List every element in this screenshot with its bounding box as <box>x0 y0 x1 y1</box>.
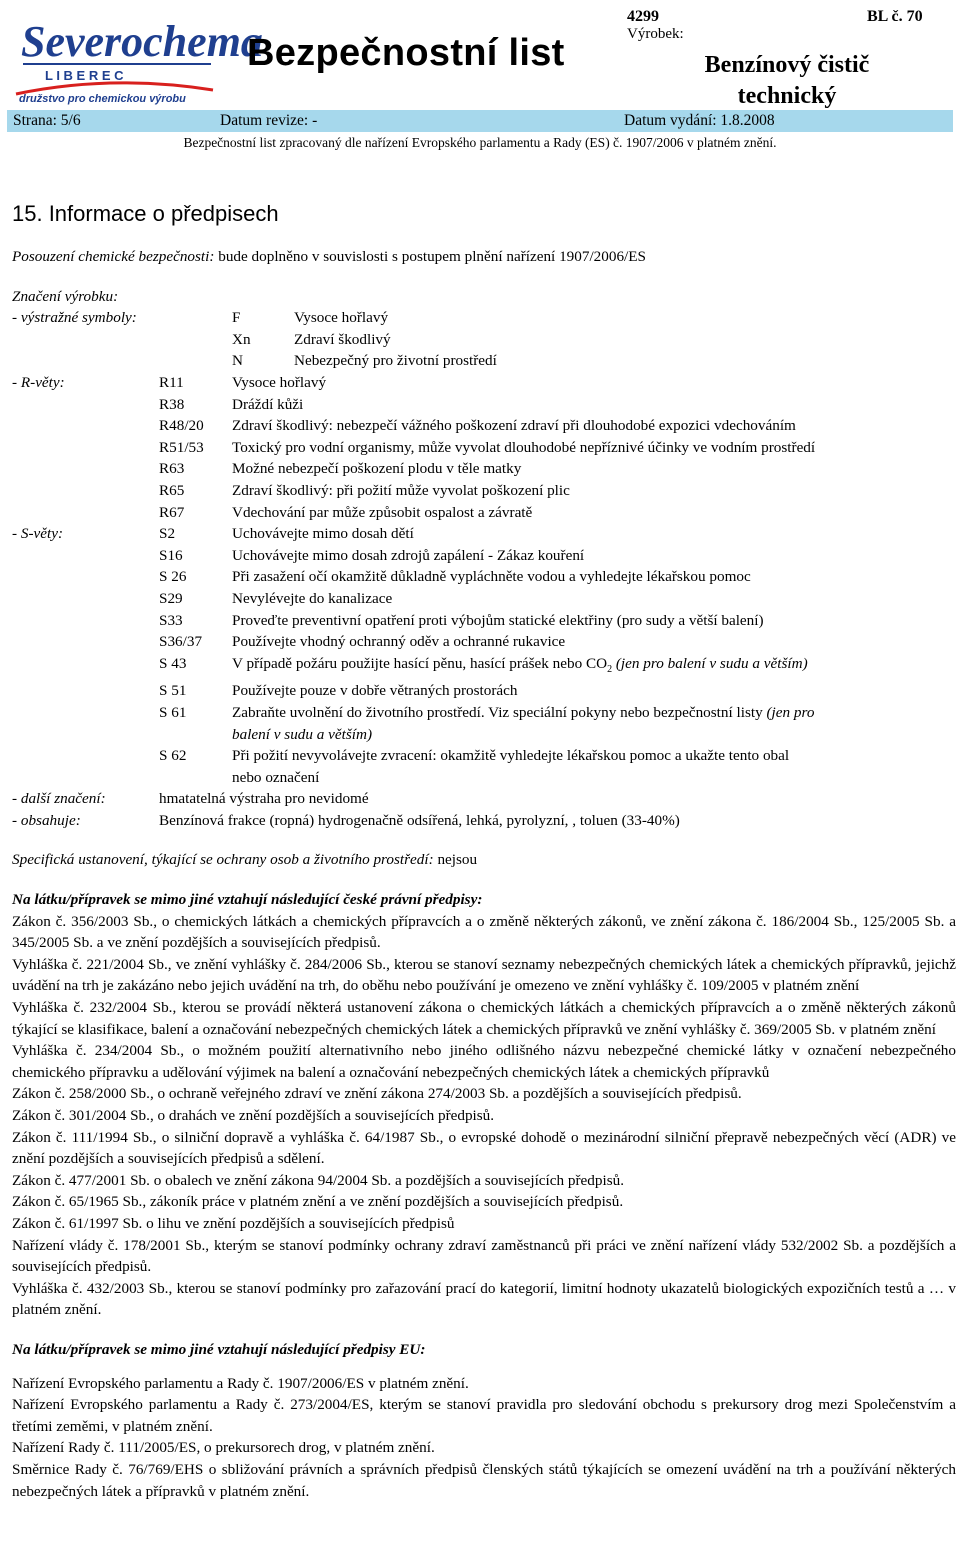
s-phrase-row <box>12 653 956 681</box>
r-phrase-row <box>12 502 956 524</box>
s-text: Při požití nevyvolávejte zvracení: okamžitě vyhledejte lékařskou pomoc a ukažte tento obal <box>232 747 790 765</box>
contains-text: Benzínová frakce (ropná) hydrogenačně odsířená, lehká, pyrolyzní, , toluen (33-40%) <box>159 811 680 829</box>
s-code: S 61 <box>159 703 187 721</box>
s-phrase-row <box>12 610 956 632</box>
s-phrase-row <box>12 588 956 610</box>
law-item: Směrnice Rady č. 76/769/EHS o sbližování právních a správních předpisů členských států týkajících se omezení uvádění na trh a používání některých nebezpečných látek a přípravků v platném znění. <box>12 1460 956 1500</box>
symbol-row <box>12 307 956 329</box>
law-item: Zákon č. 65/1965 Sb., zákoník práce v platném znění a ve znění pozdějších a souvisejících předpisů. <box>12 1193 624 1211</box>
r-phrase-row <box>12 437 956 459</box>
page-number: Strana: 5/6 <box>13 112 81 129</box>
r-code: R51/53 <box>159 438 204 456</box>
r-code: R67 <box>159 503 185 521</box>
s-code: S 43 <box>159 654 187 672</box>
s-text-cont: nebo označení <box>232 768 320 786</box>
document-number: 4299 <box>627 8 659 25</box>
severochema-logo-icon <box>11 4 263 105</box>
s-text: Uchovávejte mimo dosah dětí <box>232 525 414 543</box>
symbols-label: - výstražné symboly: <box>12 309 137 327</box>
assessment-text: bude doplněno v souvislosti s postupem plnění nařízení 1907/2006/ES <box>214 248 646 265</box>
r-phrase-row <box>12 480 956 502</box>
s-phrase-row <box>12 545 956 567</box>
r-text: Toxický pro vodní organismy, může vyvolat dlouhodobé nepříznivé účinky ve vodním prostředí <box>232 438 816 456</box>
s-text: Proveďte preventivní opatření proti výbojům statické elektřiny (pro sudy a větší balení) <box>232 611 764 629</box>
s-text: V případě požáru použijte hasící pěnu, hasící prášek nebo $CO_2$ (jen pro balení v sudu a větším) <box>232 654 808 675</box>
issue-date: Datum vydání: 1.8.2008 <box>624 112 775 129</box>
s-phrase-row-cont <box>12 724 956 746</box>
symbol-row <box>12 350 956 372</box>
document-title: Bezpečnostní list <box>247 32 565 74</box>
r-code: R38 <box>159 395 185 413</box>
law-item: Zákon č. 301/2004 Sb., o drahách ve znění pozdějších a souvisejících předpisů. <box>12 1107 495 1124</box>
header-info-bar <box>7 110 953 132</box>
eu-laws-heading: Na látku/přípravek se mimo jiné vztahují následující předpisy EU: <box>12 1340 426 1358</box>
law-item: Vyhláška č. 432/2003 Sb., kterou se stanoví podmínky pro zařazování prací do kategorií, limitní hodnoty ukazatelů biologických expozičních testů a … v platném znění. <box>12 1279 956 1319</box>
r-code: R11 <box>159 373 184 391</box>
specific-text: nejsou <box>433 851 478 869</box>
eu-laws-list <box>12 1373 956 1503</box>
assessment-line <box>12 246 956 268</box>
specific-label: Specifická ustanovení, týkající se ochrany osob a životního prostředí: <box>12 851 434 869</box>
revision-date: Datum revize: - <box>220 112 318 129</box>
s-phrase-row <box>12 566 956 588</box>
other-text: hmatatelná výstraha pro nevidomé <box>159 790 369 808</box>
r-text: Zdraví škodlivý: při požití může vyvolat poškození plic <box>232 481 570 499</box>
s-text: Zabraňte uvolnění do životního prostředí. Viz speciální pokyny nebo bezpečnostní listy (jen pro <box>232 703 815 721</box>
symbol-code: N <box>232 352 243 370</box>
r-phrase-row <box>12 415 956 437</box>
law-item: Nařízení Rady č. 111/2005/ES, o prekursorech drog, v platném znění. <box>12 1439 435 1457</box>
s-code: S 26 <box>159 568 187 586</box>
s-phrase-row <box>12 631 956 653</box>
section-15 <box>12 200 956 1502</box>
s-phrase-row <box>12 680 956 702</box>
s-text-cont: balení v sudu a větším) <box>232 725 373 743</box>
law-item: Nařízení vlády č. 178/2001 Sb., kterým se stanoví podmínky ochrany zdraví zaměstnanců při práci ve znění nařízení vlády 532/2002 Sb. a pozdějších a souvisejících předpisů. <box>12 1236 956 1276</box>
law-item: Zákon č. 111/1994 Sb., o silniční dopravě a vyhláška č. 64/1987 Sb., o evropské dohodě o mezinárodní silniční přepravě nebezpečných věcí (ADR) ve znění pozdějších a souvisejících předpisů a sdělení. <box>12 1128 956 1168</box>
r-label: - R-věty: <box>12 373 65 391</box>
s-text: Nevylévejte do kanalizace <box>232 589 393 607</box>
r-text: Možné nebezpečí poškození plodu v těle matky <box>232 460 522 478</box>
s-code: S 51 <box>159 682 187 700</box>
s-text: Používejte vhodný ochranný oděv a ochranné rukavice <box>232 633 566 651</box>
symbol-code: Xn <box>232 330 251 348</box>
s-phrase-row <box>12 702 956 724</box>
symbol-row <box>12 329 956 351</box>
marking-label: Značení výrobku: <box>12 287 119 305</box>
r-phrase-row <box>12 458 956 480</box>
product-name-line2: technický <box>737 83 837 109</box>
r-text: Vysoce hořlavý <box>232 373 327 391</box>
other-marking-row <box>12 788 956 810</box>
logo-city: L I B E R E C <box>45 68 124 83</box>
s-text: Používejte pouze v dobře větraných prostorách <box>232 682 518 700</box>
document-header <box>7 4 953 109</box>
law-item: Vyhláška č. 234/2004 Sb., o možném použití alternativního nebo jiného odlišného názvu nebezpečné chemické látky v označení nebezpečného chemického přípravku a udělování výjimek na balení a označování nebezpečných chemických látek a chemických přípravků <box>12 1042 956 1081</box>
s-phrase-row <box>12 523 956 545</box>
product-name-line1: Benzínový čistič <box>704 52 870 78</box>
assessment-label: Posouzení chemické bezpečnosti: <box>12 248 215 265</box>
law-item: Vyhláška č. 221/2004 Sb., ve znění vyhlášky č. 284/2006 Sb., kterou se stanoví seznamy nebezpečných chemických látek a chemických přípravků, jejichž uvádění na trh je zakázáno nebo jejich uvádění na trh, do oběhu nebo používání je omezeno ve znění vyhlášky č. 109/2005 v platném znění <box>12 955 956 995</box>
cz-laws-list <box>12 911 956 1321</box>
s-code: S33 <box>159 611 183 629</box>
law-item: Zákon č. 356/2003 Sb., o chemických látkách a chemických přípravcích a o změně některých zákonů, ve znění zákona č. 186/2004 Sb., 125/2005 Sb. a 345/2005 Sb. a ve znění pozdějších a souvisejících předpisů. <box>12 912 956 952</box>
company-logo <box>11 4 263 105</box>
specific-line <box>12 849 956 871</box>
law-item: Nařízení Evropského parlamentu a Rady č. 273/2004/ES, kterým se stanoví pravidla pro sledování obchodu s prekursory drog mezi Společenstvím a třetími zeměmi, v platném znění. <box>12 1396 956 1435</box>
contains-row <box>12 810 956 832</box>
symbol-text: Nebezpečný pro životní prostředí <box>294 352 497 370</box>
r-code: R65 <box>159 481 185 499</box>
s-phrase-row-cont <box>12 767 956 789</box>
s-code: S16 <box>159 546 183 564</box>
r-text: Zdraví škodlivý: nebezpečí vážného poškození zdraví při dlouhodobé expozici vdechováním <box>232 417 796 435</box>
regulation-note: Bezpečnostní list zpracovaný dle nařízení Evropského parlamentu a Rady (ES) č. 1907/2006 v platném znění. <box>183 135 777 150</box>
s-code: S36/37 <box>159 633 203 651</box>
cz-laws-heading: Na látku/přípravek se mimo jiné vztahují následující české právní předpisy: <box>12 891 483 909</box>
logo-brand: Severochema <box>21 17 263 66</box>
symbol-text: Vysoce hořlavý <box>294 309 389 327</box>
symbol-code: F <box>232 309 241 327</box>
logo-tagline: družstvo pro chemickou výrobu <box>19 93 186 105</box>
bl-number: BL č. 70 <box>867 8 923 25</box>
symbol-text: Zdraví škodlivý <box>294 330 391 348</box>
section-title: 15. Informace o předpisech <box>12 201 279 226</box>
law-item: Zákon č. 477/2001 Sb. o obalech ve znění zákona 94/2004 Sb. a pozdějších a souvisejících předpisů. <box>12 1171 624 1189</box>
r-text: Vdechování par může způsobit ospalost a závratě <box>232 503 533 521</box>
other-label: - další značení: <box>12 790 106 808</box>
product-name <box>652 50 922 112</box>
law-item: Vyhláška č. 232/2004 Sb., kterou se provádí některá ustanovení zákona o chemických látkách a chemických přípravcích a o změně některých zákonů týkající se klasifikace, balení a označování nebezpečných chemických látek a chemických přípravků ve znění vyhlášky č. 369/2005 Sb. v platném znění <box>12 999 956 1038</box>
r-code: R48/20 <box>159 417 204 435</box>
s-text: Uchovávejte mimo dosah zdrojů zapálení - Zákaz kouření <box>232 546 585 564</box>
law-item: Nařízení Evropského parlamentu a Rady č. 1907/2006/ES v platném znění. <box>12 1374 469 1392</box>
r-code: R63 <box>159 460 185 478</box>
s-text: Při zasažení očí okamžitě důkladně vypláchněte vodou a vyhledejte lékařskou pomoc <box>232 568 751 586</box>
s-code: S29 <box>159 589 183 607</box>
s-code: S2 <box>159 525 176 543</box>
s-label: - S-věty: <box>12 525 64 543</box>
r-text: Dráždí kůži <box>232 395 304 413</box>
r-phrase-row <box>12 394 956 416</box>
law-item: Zákon č. 258/2000 Sb., o ochraně veřejného zdraví ve znění zákona 274/2003 Sb. a pozdějších a souvisejících předpisů. <box>12 1085 742 1103</box>
r-phrase-row <box>12 372 956 394</box>
s-code: S 62 <box>159 747 187 765</box>
s-phrase-row <box>12 745 956 767</box>
law-item: Zákon č. 61/1997 Sb. o lihu ve znění pozdějších a souvisejících předpisů <box>12 1214 455 1232</box>
product-label: Výrobek: <box>627 26 684 42</box>
contains-label: - obsahuje: <box>12 811 81 829</box>
